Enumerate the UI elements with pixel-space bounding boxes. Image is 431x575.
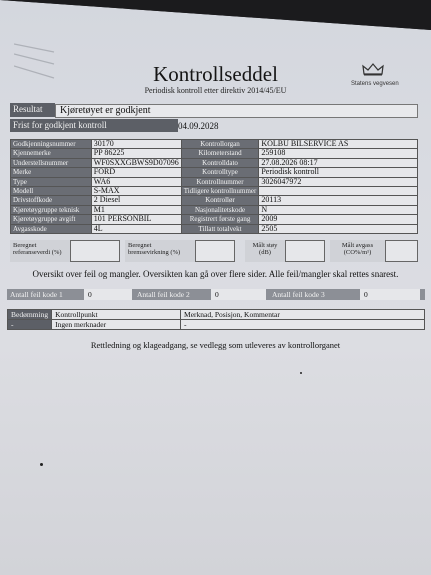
overview-text: Oversikt over feil og mangler. Oversikten kan gå over flere sider. Alle feil/mangler skal rettes snarest. [32,269,399,279]
brake-effect-label: Beregnet bremsevirkning (%) [125,240,195,262]
vehicle-info-row [11,215,418,224]
vehicle-info-row [11,224,418,233]
footer-text: Rettledning og klageadgang, se vedlegg som utleveres av kontrollorganet [90,340,341,350]
vehicle-info-row [11,187,418,196]
fault-code-1-value: 0 [84,289,132,300]
comment-header: Merknad, Posisjon, Kommentar [181,310,425,320]
field-value: 30170 [91,140,181,149]
remarks-row [8,320,425,330]
document-title: Kontrollseddel [153,62,278,86]
field-label: Kontrollør [181,196,259,205]
field-value: 2505 [259,224,418,233]
field-value: FORD [91,168,181,177]
remarks-header-row [8,310,425,320]
exhaust-field [385,240,418,262]
field-label: Kjøretøygruppe teknisk [11,205,92,214]
field-value: 27.08.2026 08:17 [259,158,418,167]
field-value: 3026047972 [259,177,418,186]
field-label: Kontrollnummer [181,177,259,186]
rating-header: Bedømming [8,310,52,320]
field-value: N [259,205,418,214]
fault-code-1-label: Antall feil kode 1 [10,290,63,299]
fault-code-3-value: 0 [360,289,420,300]
field-value: 2 Diesel [91,196,181,205]
document-subtitle: Periodisk kontroll etter direktiv 2014/45/EU [144,86,287,95]
reference-value-field [70,240,120,262]
field-value: Periodisk kontroll [259,168,418,177]
field-value: 259108 [259,149,418,158]
paper-speck [40,463,43,466]
checkpoint-header: Kontrollpunkt [52,310,181,320]
field-label: Kontrollorgan [181,140,259,149]
field-label: Drivstoffkode [11,196,92,205]
field-value: 20113 [259,196,418,205]
field-label: Avgasskode [11,224,92,233]
vehicle-info-row [11,196,418,205]
vehicle-info-row [11,205,418,214]
field-value [259,187,418,196]
field-value: WF0SXXGBWS9D07096 [91,158,181,167]
field-label: Godkjenningsnummer [11,140,92,149]
rating-value: - [8,320,52,330]
vehicle-info-row [11,177,418,186]
noise-field [285,240,325,262]
field-value: S-MAX [91,187,181,196]
deadline-value: 04.09.2028 [178,121,219,131]
comment-value: - [181,320,425,330]
vehicle-info-row [11,158,418,167]
paper-speck [300,372,302,374]
field-label: Tidligere kontrollnummer [181,187,259,196]
brake-effect-field [195,240,235,262]
vehicle-info-table [10,139,418,234]
field-value: 101 PERSONBIL [91,215,181,224]
vehicle-info-row [11,149,418,158]
field-label: Kontrolltype [181,168,259,177]
vehicle-info-row [11,168,418,177]
field-label: Merke [11,168,92,177]
measurement-row [10,240,418,262]
field-value: KOLBU BILSERVICE AS [259,140,418,149]
deadline-label: Frist for godkjent kontroll [10,119,178,132]
fault-code-3-label: Antall feil kode 3 [272,290,325,299]
field-label: Nasjonalitetskode [181,205,259,214]
fault-code-2-label: Antall feil kode 2 [137,290,190,299]
field-value: 4L [91,224,181,233]
field-label: Kjøretøygruppe avgift [11,215,92,224]
fault-code-2-value: 0 [211,289,266,300]
field-label: Kjennemerke [11,149,92,158]
field-label: Understellsnummer [11,158,92,167]
field-value: M1 [91,205,181,214]
field-label: Registrert første gang [181,215,259,224]
field-label: Modell [11,187,92,196]
reference-value-label: Beregnet referanseverdi (%) [10,240,70,262]
field-value: PP 86225 [91,149,181,158]
field-label: Kontrolldato [181,158,259,167]
logo-text: Statens vegvesen [351,81,399,87]
field-value: WA6 [91,177,181,186]
crown-icon [361,62,385,76]
exhaust-label: Målt avgass (CO%/m¹) [330,240,385,262]
result-label: Resultat [10,103,55,117]
field-label: Type [11,177,92,186]
field-label: Kilometerstand [181,149,259,158]
remarks-table [7,309,425,330]
field-value: 2009 [259,215,418,224]
statens-vegvesen-logo [351,62,399,87]
result-value: Kjøretøyet er godkjent [55,104,418,118]
checkpoint-value: Ingen merknader [52,320,181,330]
noise-label: Målt støy (dB) [245,240,285,262]
vehicle-info-row [11,140,418,149]
field-label: Tillatt totalvekt [181,224,259,233]
